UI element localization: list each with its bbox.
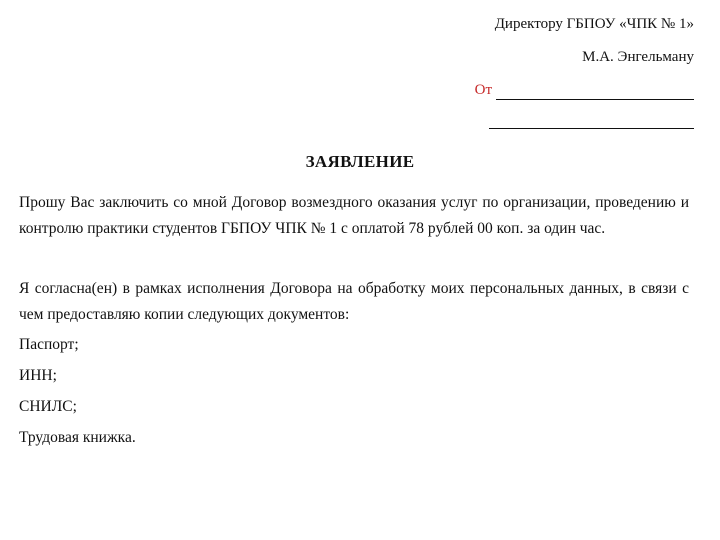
consent-paragraph: Я согласна(ен) в рамках исполнения Договора на обработку моих персональных данных, в связи с чем предоставляю копии следующих документов: [19, 280, 689, 323]
documents-list [19, 335, 136, 459]
from-blank-line-1[interactable] [496, 84, 694, 100]
from-blank-row-2 [440, 113, 694, 133]
list-item-work-book: Трудовая книжка. [19, 429, 136, 446]
from-label: От [474, 82, 492, 98]
from-blank-line-2[interactable] [489, 113, 694, 129]
addressee-position: Директору ГБПОУ «ЧПК № 1» [494, 16, 694, 32]
from-row [440, 80, 694, 100]
document-title: ЗАЯВЛЕНИЕ [305, 152, 415, 171]
list-item-inn: ИНН; [19, 367, 57, 384]
list-item-snils: СНИЛС; [19, 398, 77, 415]
addressee-name: М.А. Энгельману [582, 49, 694, 65]
addressee-block [440, 14, 694, 133]
request-paragraph: Прошу Вас заключить со мной Договор возмездного оказания услуг по организации, проведению и контролю практики студентов ГБПОУ ЧПК № 1 с оплатой 78 рублей 00 коп. за один час. [19, 194, 689, 237]
list-item-passport: Паспорт; [19, 336, 79, 353]
